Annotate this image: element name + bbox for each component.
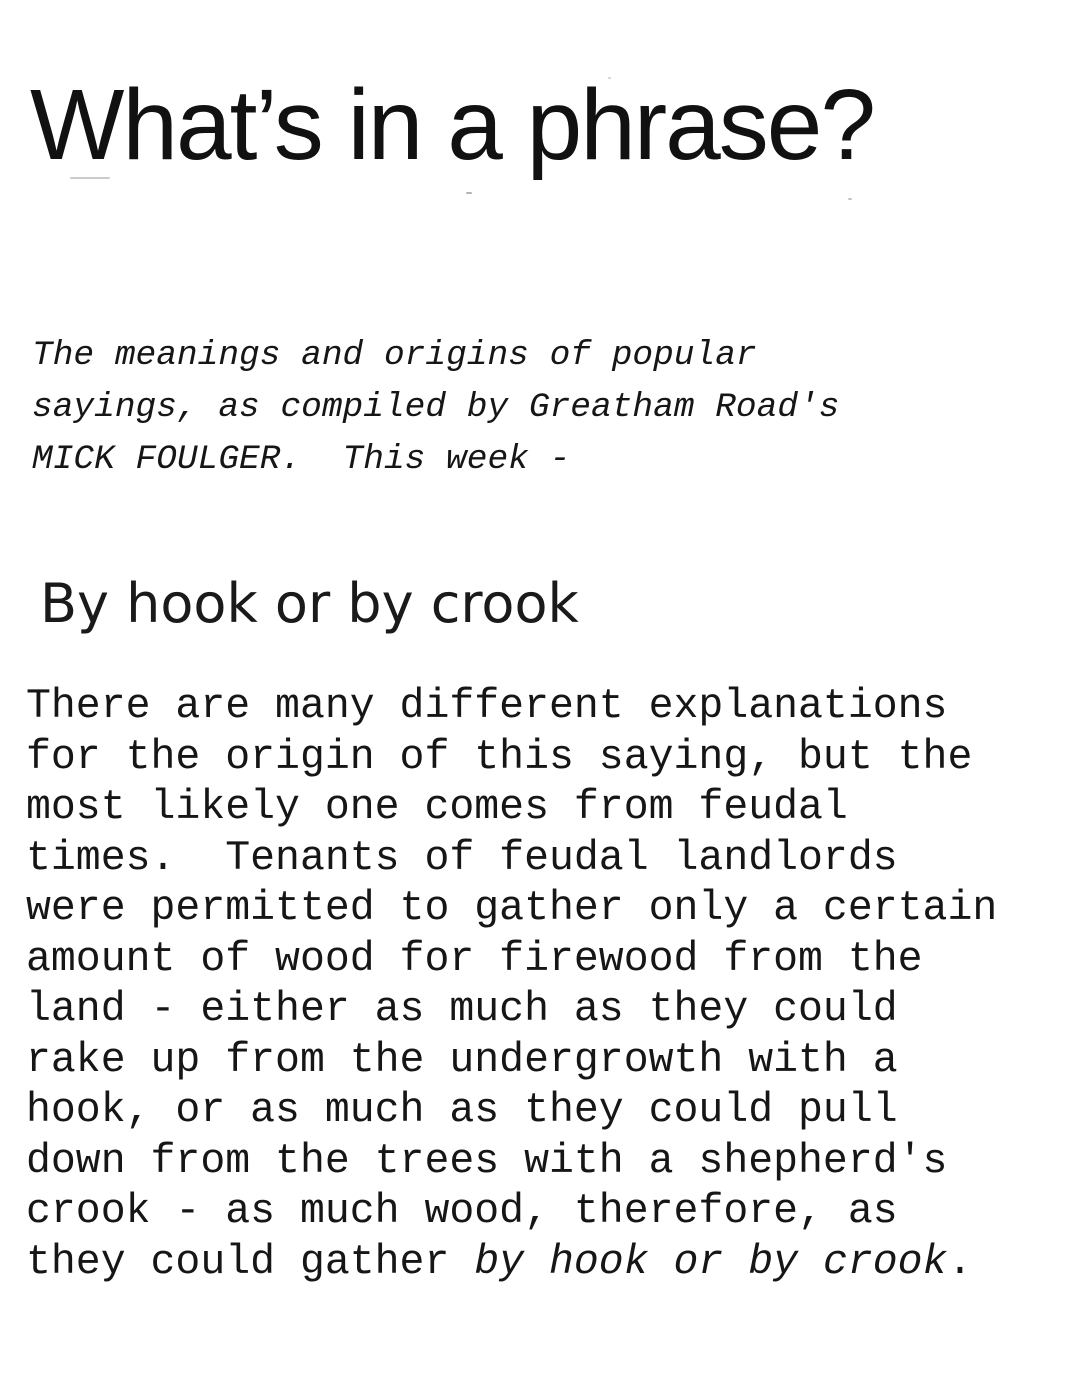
intro-paragraph [32,330,1042,486]
body-line: down from the trees with a shepherd's [26,1137,948,1185]
phrase-emphasis: by hook or by crook [474,1238,948,1286]
body-line: most likely one comes from feudal [26,784,848,831]
body-line: There are many different explanations [26,683,948,730]
body-line: land - either as much as they could [26,986,898,1033]
intro-line: sayings, as compiled by Greatham Road's [32,388,840,427]
body-line: crook - as much wood, therefore, as [26,1188,898,1235]
explanation-paragraph [26,682,1046,1288]
final-line-suffix: . [947,1238,973,1286]
intro-line: The meanings and origins of popular [32,336,757,375]
page-title: What’s in a phrase? [30,69,874,181]
body-line: times. Tenants of feudal landlords [26,834,898,882]
scan-speck [70,177,110,179]
intro-line: MICK FOULGER. This week - [32,440,571,479]
body-line: were permitted to gather only a certain [26,885,998,932]
scan-speck [466,192,472,194]
final-line-prefix: they could gather [26,1238,475,1286]
body-line: rake up from the undergrowth with a [26,1036,898,1084]
body-line: for the origin of this saying, but the [26,733,973,781]
phrase-heading: By hook or by crook [40,572,579,635]
body-line-final [26,1238,1046,1289]
scan-speck [608,77,611,79]
scan-speck [848,198,852,200]
body-line: amount of wood for firewood from the [26,935,923,983]
body-line: hook, or as much as they could pull [26,1087,898,1134]
